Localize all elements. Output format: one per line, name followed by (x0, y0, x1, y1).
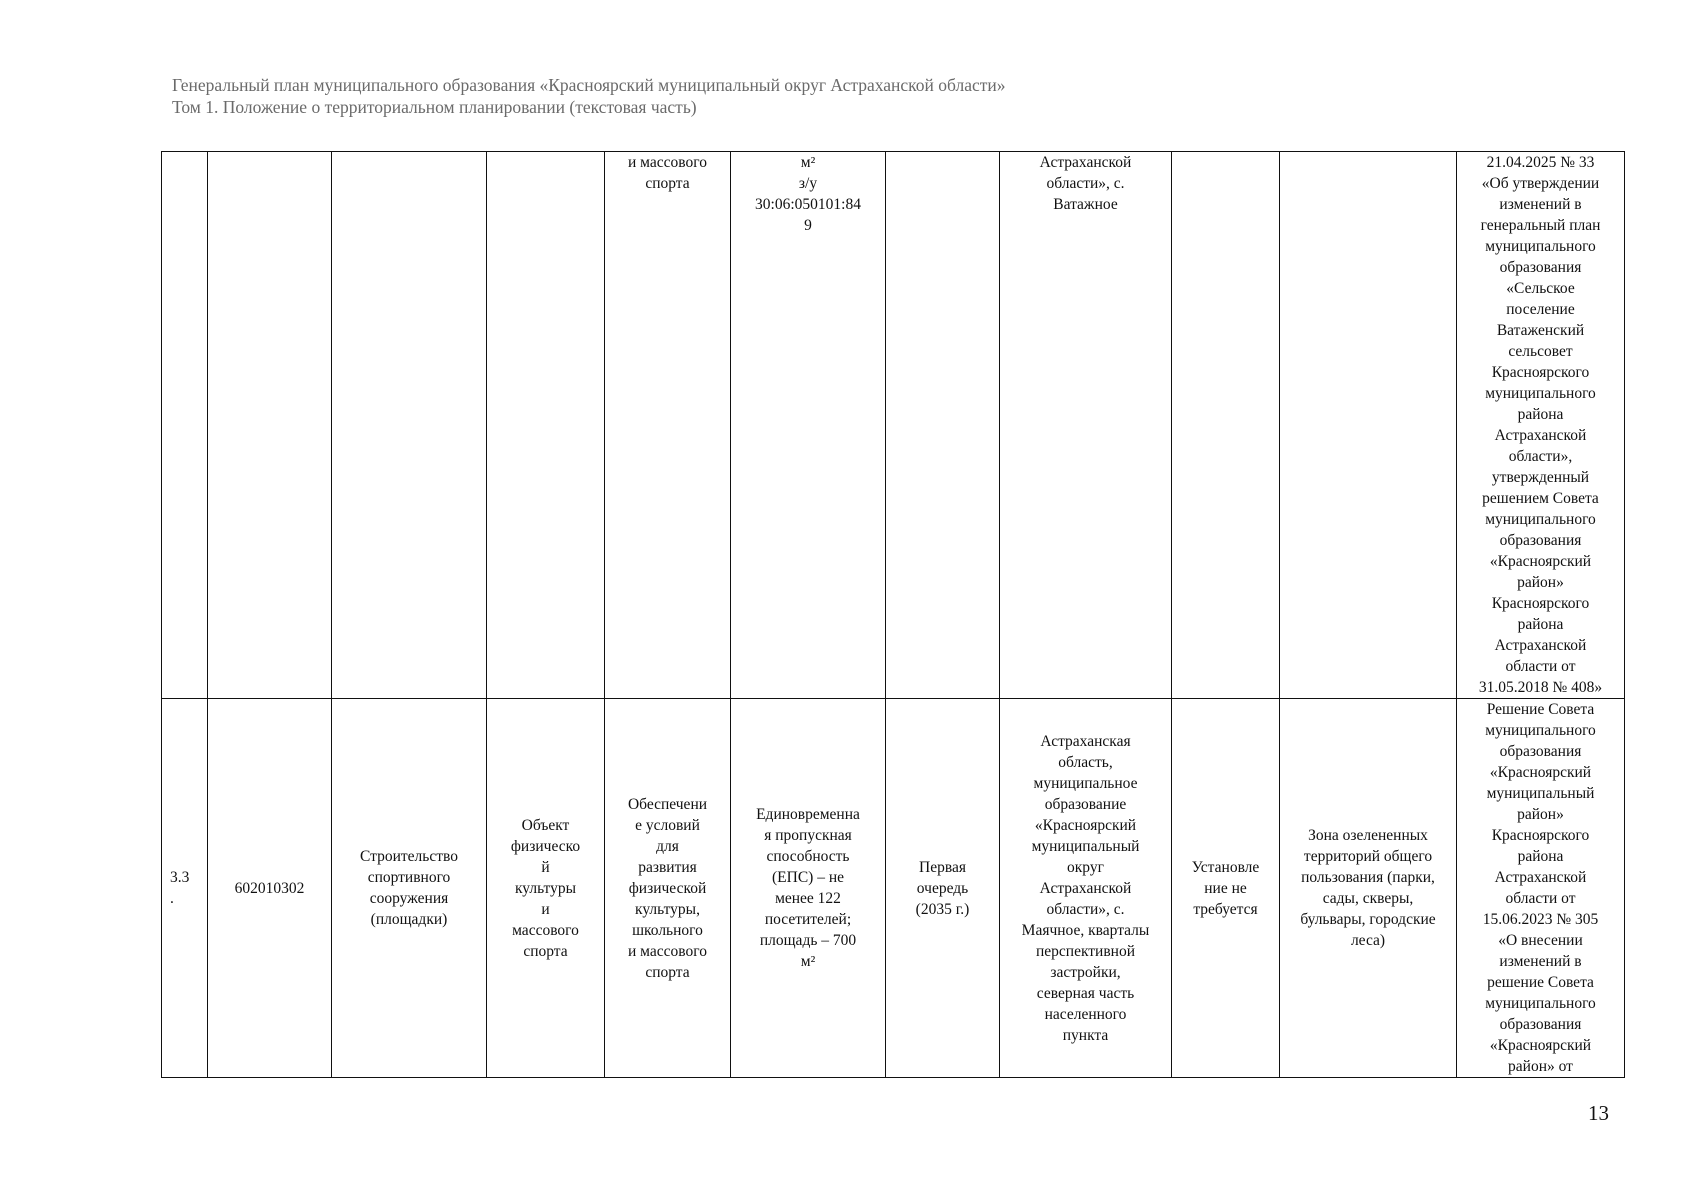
cell-characteristics: Единовременна я пропускная способность (ЕПС) – не менее 122 посетителей; площадь – 700 м² (731, 699, 886, 1078)
cell-stage: Первая очередь (2035 г.) (886, 699, 1000, 1078)
cell-purpose: и массового спорта (605, 152, 731, 699)
cell-stage (886, 152, 1000, 699)
header-title: Генеральный план муниципального образования «Красноярский муниципальный округ Астраханской области» (172, 75, 1006, 95)
cell-code (208, 152, 332, 699)
cell-functional-zone (1280, 152, 1457, 699)
header-subtitle: Том 1. Положение о территориальном планировании (текстовая часть) (172, 97, 697, 117)
cell-name (332, 152, 487, 699)
table-row (162, 152, 1625, 699)
cell-characteristics: м² з/у 30:06:050101:84 9 (731, 152, 886, 699)
planning-table (161, 151, 1625, 1078)
cell-location: Астраханская область, муниципальное образование «Красноярский муниципальный округ Астраханской области», с. Маячное, кварталы перспективной застройки, северная часть населенного пункта (1000, 699, 1172, 1078)
page-number: 13 (1588, 1101, 1609, 1125)
cell-location: Астраханской области», с. Ватажное (1000, 152, 1172, 699)
cell-name: Строительство спортивного сооружения (площадки) (332, 699, 487, 1078)
cell-zone-restrictions (1172, 152, 1280, 699)
cell-functional-zone: Зона озелененных территорий общего пользования (парки, сады, скверы, бульвары, городские леса) (1280, 699, 1457, 1078)
cell-type (487, 152, 605, 699)
cell-type: Объект физическо й культуры и массового спорта (487, 699, 605, 1078)
table-row (162, 699, 1625, 1078)
cell-code: 602010302 (208, 699, 332, 1078)
cell-purpose: Обеспечени е условий для развития физической культуры, школьного и массового спорта (605, 699, 731, 1078)
cell-number: 3.3 . (162, 699, 208, 1078)
cell-document: Решение Совета муниципального образования «Красноярский муниципальный район» Красноярского района Астраханской области от 15.06.2023 № 305 «О внесении изменений в решение Совета муниципального образования «Красноярский район» от (1457, 699, 1625, 1078)
cell-number (162, 152, 208, 699)
page-header (172, 74, 1006, 118)
cell-zone-restrictions: Установле ние не требуется (1172, 699, 1280, 1078)
cell-document: 21.04.2025 № 33 «Об утверждении изменений в генеральный план муниципального образования «Сельское поселение Ватаженский сельсовет Красноярского муниципального района Астраханской области», утвержденный решением Совета муниципального образования «Красноярский район» Красноярского района Астраханской области от 31.05.2018 № 408» (1457, 152, 1625, 699)
